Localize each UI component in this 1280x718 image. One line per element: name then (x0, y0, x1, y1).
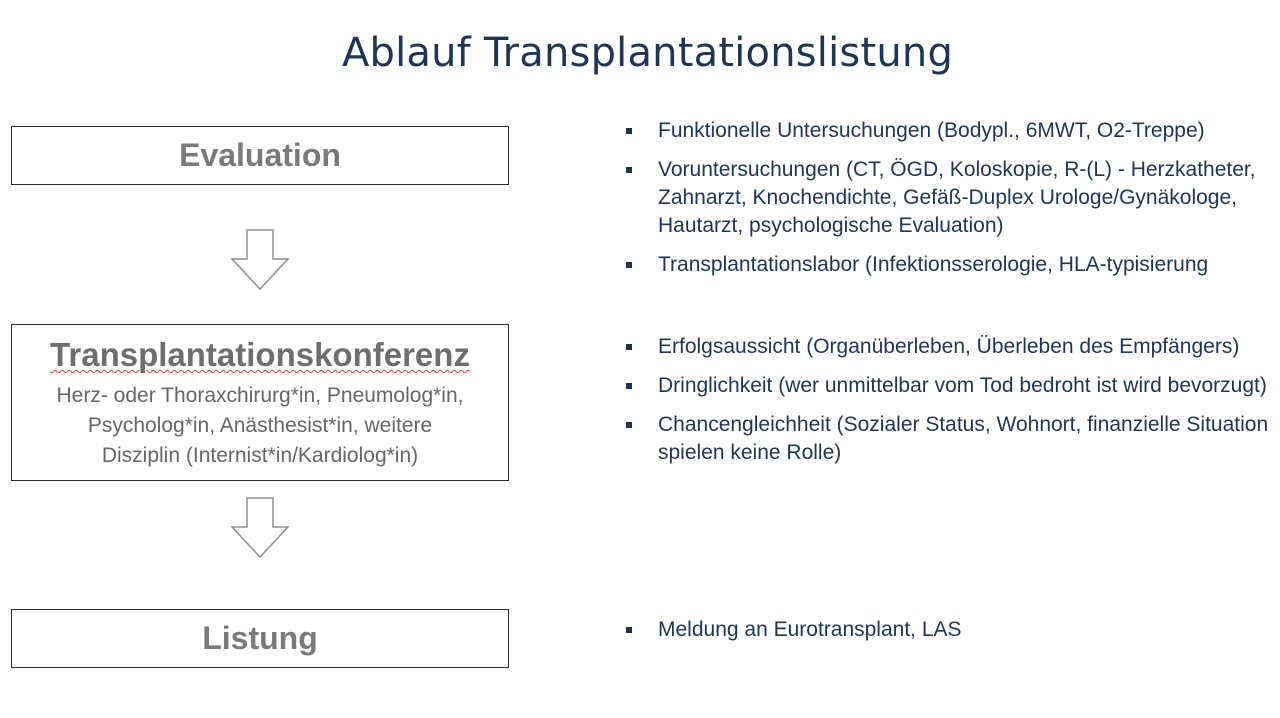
list-item (623, 117, 1278, 145)
list-item-text: Dringlichkeit (wer unmittelbar vom Tod bedroht ist wird bevorzugt) (658, 374, 1267, 397)
square-bullet-icon (626, 627, 632, 633)
list-item-text: Chancengleichheit (Sozialer Status, Wohnort, finanzielle Situation spielen keine Rolle) (658, 413, 1269, 464)
list-item (623, 616, 1278, 644)
step-desc-konferenz (12, 381, 508, 471)
step-title-evaluation: Evaluation (179, 137, 341, 173)
list-item (623, 372, 1278, 400)
list-item-text: Erfolgsaussicht (Organüberleben, Überleben des Empfängers) (658, 335, 1240, 358)
square-bullet-icon (626, 383, 632, 389)
step-title-konferenz: Transplantationskonferenz (50, 336, 470, 373)
down-arrow-icon (230, 229, 290, 291)
list-item (623, 251, 1278, 279)
step-title-listung: Listung (202, 620, 318, 656)
bullet-list-evaluation (623, 117, 1278, 290)
list-item-text: Meldung an Eurotransplant, LAS (658, 618, 962, 641)
square-bullet-icon (626, 262, 632, 268)
step-box-evaluation (11, 126, 509, 185)
bullet-list-listung (623, 616, 1278, 655)
list-item (623, 411, 1278, 467)
list-item-text: Voruntersuchungen (CT, ÖGD, Koloskopie, R-(L) - Herzkatheter, Zahnarzt, Knochendichte, Gefäß-Duplex Urologe/Gynäkologe, Hautarzt, psychologische Evaluation) (658, 158, 1256, 237)
list-item (623, 333, 1278, 361)
step-desc-line: Herz- oder Thoraxchirurg*in, Pneumolog*in, (56, 384, 464, 407)
step-box-listung (11, 609, 509, 668)
down-arrow-icon (230, 497, 290, 559)
step-desc-line: Psycholog*in, Anästhesist*in, weitere (87, 414, 433, 437)
list-item (623, 156, 1278, 240)
square-bullet-icon (626, 167, 632, 173)
bullet-list-konferenz (623, 333, 1278, 478)
slide-title: Ablauf Transplantationslistung (341, 30, 954, 76)
step-box-konferenz (11, 324, 509, 481)
square-bullet-icon (626, 422, 632, 428)
square-bullet-icon (626, 128, 632, 134)
list-item-text: Funktionelle Untersuchungen (Bodypl., 6MWT, O2-Treppe) (658, 119, 1205, 142)
step-desc-line: Disziplin (Internist*in/Kardiolog*in) (101, 444, 419, 467)
list-item-text: Transplantationslabor (Infektionsserologie, HLA-typisierung (658, 253, 1209, 276)
square-bullet-icon (626, 344, 632, 350)
